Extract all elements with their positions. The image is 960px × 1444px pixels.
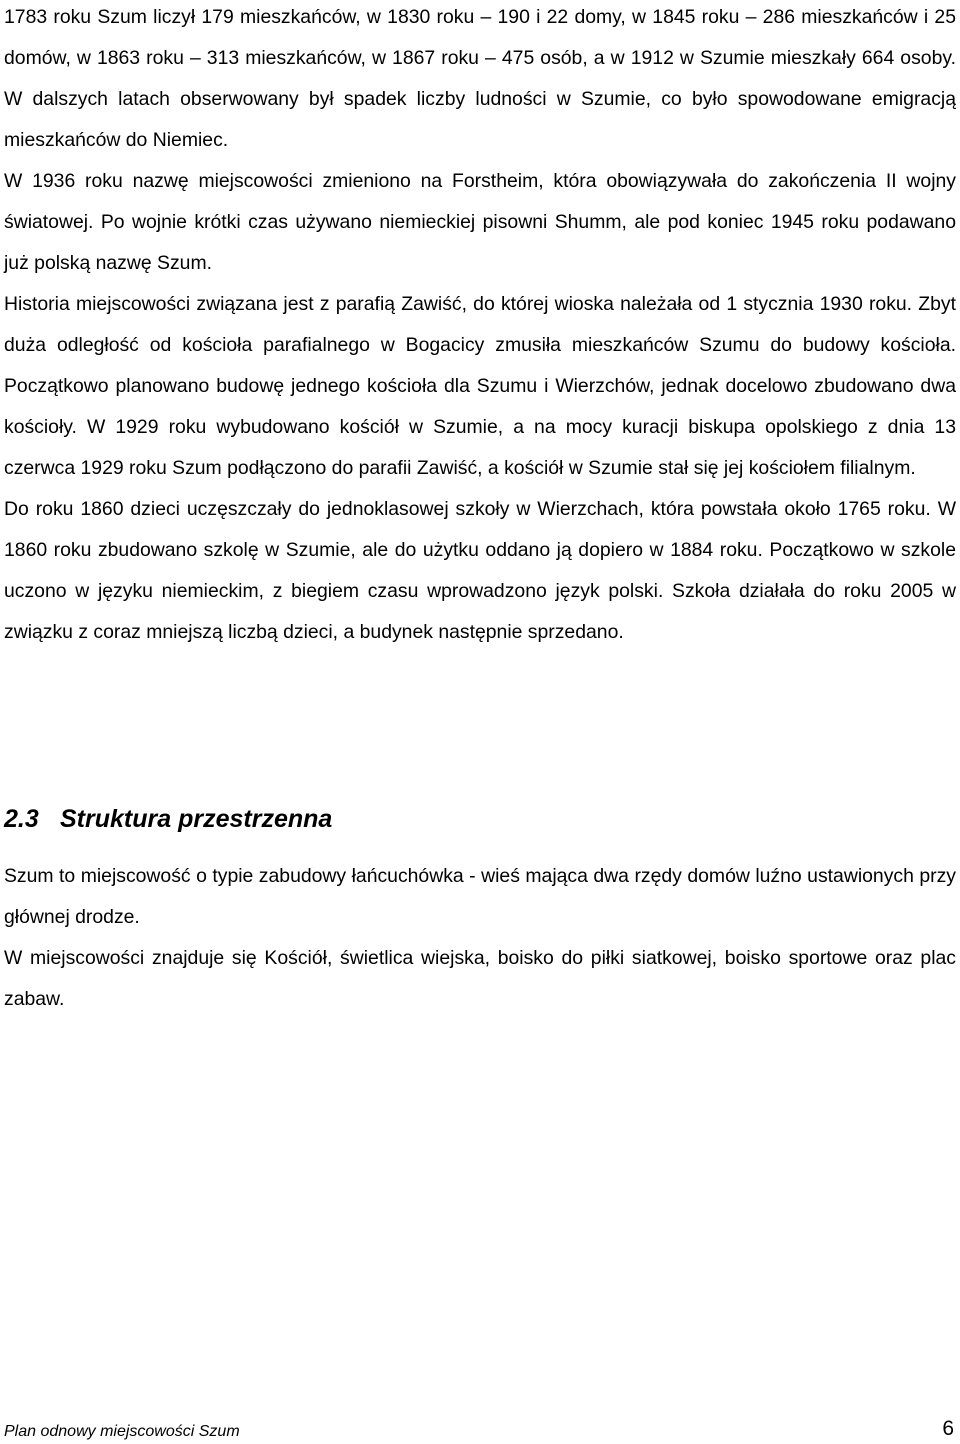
- page-number: 6: [942, 1417, 954, 1440]
- section-number: 2.3: [4, 805, 39, 833]
- section-title: Struktura przestrzenna: [60, 805, 333, 833]
- section-heading: [4, 804, 332, 834]
- footer-document-title: Plan odnowy miejscowości Szum: [4, 1423, 240, 1440]
- document-page: [4, 0, 956, 1010]
- section-spatial-structure: [4, 856, 956, 1020]
- page-footer: [4, 1417, 956, 1443]
- paragraph-school-history: Do roku 1860 dzieci uczęszczały do jednoklasowej szkoły w Wierzchach, która powstała około 1765 roku. W 1860 roku zbudowano szkolę w Szumie, ale do użytku oddano ją dopiero w 1884 roku. Początkowo w szkole uczono w języku niemieckim, z biegiem czasu wprowadzono język polski. Szkoła działała do roku 2005 w związku z coraz mniejszą liczbą dzieci, a budynek następnie sprzedano.: [4, 498, 956, 643]
- paragraph-name-change: W 1936 roku nazwę miejscowości zmieniono na Forstheim, która obowiązywała do zakończenia II wojny światowej. Po wojnie krótki czas używano niemieckiej pisowni Shumm, ale pod koniec 1945 roku podawano już polską nazwę Szum.: [4, 170, 956, 274]
- paragraph-parish-history: Historia miejscowości związana jest z parafią Zawiść, do której wioska należała od 1 stycznia 1930 roku. Zbyt duża odległość od kościoła parafialnego w Bogacicy zmusiła mieszkańców Szumu do budowy kościoła. Początkowo planowano budowę jednego kościoła dla Szumu i Wierzchów, jednak docelowo zbudowano dwa kościoły. W 1929 roku wybudowano kościół w Szumie, a na mocy kuracji biskupa opolskiego z dnia 13 czerwca 1929 roku Szum podłączono do parafii Zawiść, a kościół w Szumie stał się jej kościołem filialnym.: [4, 293, 956, 479]
- paragraph-facilities: W miejscowości znajduje się Kościół, świetlica wiejska, boisko do piłki siatkowej, boisko sportowe oraz plac zabaw.: [4, 947, 956, 1010]
- section-history: [4, 0, 956, 653]
- paragraph-settlement-type: Szum to miejscowość o typie zabudowy łańcuchówka - wieś mająca dwa rzędy domów luźno ustawionych przy głównej drodze.: [4, 865, 956, 928]
- paragraph-population: 1783 roku Szum liczył 179 mieszkańców, w 1830 roku – 190 i 22 domy, w 1845 roku – 286 mieszkańców i 25 domów, w 1863 roku – 313 mieszkańców, w 1867 roku – 475 osób, a w 1912 w Szumie mieszkały 664 osoby. W dalszych latach obserwowany był spadek liczby ludności w Szumie, co było spowodowane emigracją mieszkańców do Niemiec.: [4, 6, 956, 151]
